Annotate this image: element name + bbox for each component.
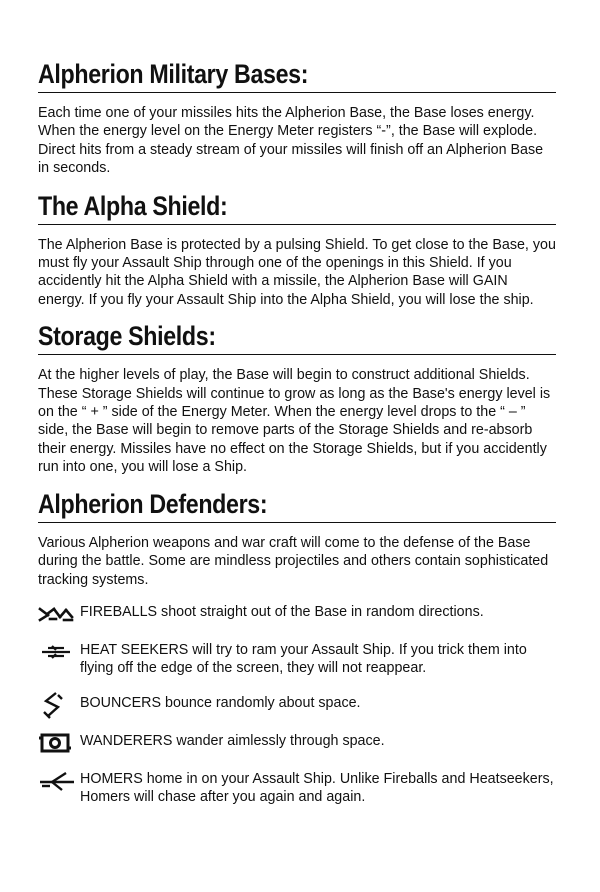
- section-military-bases: [38, 58, 556, 178]
- section-alpha-shield: [38, 190, 556, 310]
- defender-item-homers: [38, 770, 556, 807]
- defender-description: BOUNCERS bounce randomly about space.: [80, 694, 361, 711]
- homer-icon: [38, 770, 80, 792]
- defender-item-bouncers: [38, 694, 556, 716]
- wanderer-icon: [38, 732, 80, 754]
- section-storage-shields: [38, 320, 556, 476]
- defender-description: WANDERERS wander aimlessly through space.: [80, 732, 385, 749]
- defender-description: FIREBALLS shoot straight out of the Base in random directions.: [80, 603, 484, 620]
- section-defenders: [38, 488, 556, 589]
- section-body: The Alpherion Base is protected by a pulsing Shield. To get close to the Base, you must fly your Assault Ship through one of the openings in this Shield. If you accidently hit the Alpha Shield with a missile, the Alpherion Base will GAIN energy. If you fly your Assault Ship into the Alpha Shield, you will lose the ship.: [38, 236, 556, 308]
- fireball-icon: [38, 603, 80, 625]
- defender-item-wanderers: [38, 732, 556, 754]
- defender-item-heat-seekers: [38, 641, 556, 678]
- heading-rule: [38, 354, 556, 355]
- defender-list: [38, 603, 556, 807]
- section-body: Each time one of your missiles hits the Alpherion Base, the Base loses energy. When the energy level on the Energy Meter registers “-”, the Base will explode. Direct hits from a steady stream of your missiles will finish off an Alpherion Base in seconds.: [38, 105, 544, 177]
- manual-page: [38, 58, 556, 807]
- heading-rule: [38, 92, 556, 93]
- section-body: Various Alpherion weapons and war craft will come to the defense of the Base during the battle. Some are mindless projectiles and others contain sophisticated tracking systems.: [38, 534, 549, 588]
- heading-rule: [38, 224, 556, 225]
- heading-rule: [38, 522, 556, 523]
- heat-seeker-icon: [38, 641, 80, 663]
- section-heading: Alpherion Military Bases:: [38, 59, 309, 89]
- section-heading: The Alpha Shield:: [38, 190, 228, 221]
- section-heading: Storage Shields:: [38, 321, 216, 352]
- section-body: At the higher levels of play, the Base will begin to construct additional Shields. These Storage Shields will continue to grow as long as the Base's energy level is on the “ + ” side of the Energy Meter. When the energy level drops to the “ – ” side, the Base will begin to remove parts of the Storage Shields and re-absorb their energy. Missiles have no effect on the Storage Shields, but if you accidently run into one, you will lose a Ship.: [38, 367, 551, 476]
- bouncer-icon: [38, 694, 80, 716]
- defender-description: HEAT SEEKERS will try to ram your Assault Ship. If you trick them into flying off the edge of the screen, they will not reappear.: [80, 641, 527, 677]
- defender-description: HOMERS home in on your Assault Ship. Unlike Fireballs and Heatseekers, Homers will chase after you again and again.: [80, 770, 554, 806]
- section-heading: Alpherion Defenders:: [38, 488, 268, 519]
- defender-item-fireballs: [38, 603, 556, 625]
